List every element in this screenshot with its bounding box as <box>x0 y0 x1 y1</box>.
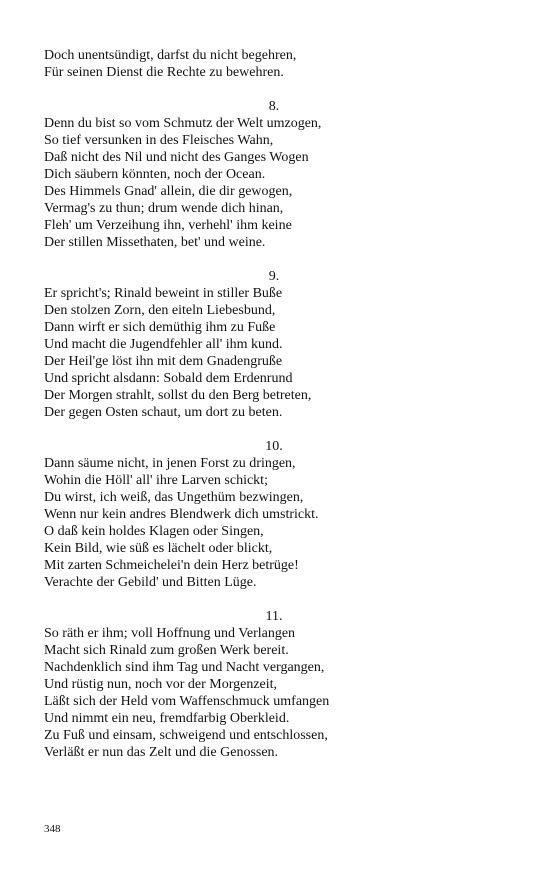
verse-line: Der stillen Missethaten, bet' und weine. <box>44 235 266 250</box>
stanza-number: 9. <box>268 269 280 284</box>
verse-line: Und rüstig nun, noch vor der Morgenzeit, <box>44 677 278 692</box>
verse-line: Wenn nur kein andres Blendwerk dich umstrickt. <box>44 507 319 522</box>
verse-line: Und spricht alsdann: Sobald dem Erdenrund <box>44 371 293 386</box>
verse-line: Dich säubern könnten, noch der Ocean. <box>44 167 266 182</box>
verse-line: Fleh' um Verzeihung ihn, verhehl' ihm keine <box>44 218 292 233</box>
stanza-9 <box>44 268 504 421</box>
verse-line: Denn du bist so vom Schmutz der Welt umzogen, <box>44 116 322 131</box>
verse-line: Mit zarten Schmeichelei'n dein Herz betrüge! <box>44 558 299 573</box>
verse-line: Wohin die Höll' all' ihre Larven schickt; <box>44 473 268 488</box>
verse-line: Verachte der Gebild' und Bitten Lüge. <box>44 575 257 590</box>
verse-line: Er spricht's; Rinald beweint in stiller Buße <box>44 286 283 301</box>
stanza-11 <box>44 608 504 761</box>
page-text <box>44 47 504 761</box>
verse-line: Dann wirft er sich demüthig ihm zu Fuße <box>44 320 276 335</box>
verse-line: Doch unentsündigt, darfst du nicht begehren, <box>44 48 297 63</box>
verse-line: Daß nicht des Nil und nicht des Ganges Wogen <box>44 150 309 165</box>
verse-line: Für seinen Dienst die Rechte zu bewehren. <box>44 65 284 80</box>
verse-line: Des Himmels Gnad' allein, die dir gewogen, <box>44 184 293 199</box>
intro-lines <box>44 47 504 81</box>
stanza-10 <box>44 438 504 591</box>
verse-line: Macht sich Rinald zum großen Werk bereit. <box>44 643 289 658</box>
verse-line: Den stolzen Zorn, den eiteln Liebesbund, <box>44 303 276 318</box>
page-number: 348 <box>44 823 61 835</box>
verse-line: Läßt sich der Held vom Waffenschmuck umfangen <box>44 694 330 709</box>
verse-line: So räth er ihm; voll Hoffnung und Verlangen <box>44 626 296 641</box>
verse-line: Und macht die Jugendfehler all' ihm kund. <box>44 337 283 352</box>
stanza-number: 11. <box>265 609 283 624</box>
verse-line: Zu Fuß und einsam, schweigend und entschlossen, <box>44 728 328 743</box>
verse-line: Vermag's zu thun; drum wende dich hinan, <box>44 201 284 216</box>
verse-line: Und nimmt ein neu, fremdfarbig Oberkleid. <box>44 711 290 726</box>
verse-line: Du wirst, ich weiß, das Ungethüm bezwingen, <box>44 490 304 505</box>
verse-line: Kein Bild, wie süß es lächelt oder blickt, <box>44 541 273 556</box>
verse-line: So tief versunken in des Fleisches Wahn, <box>44 133 274 148</box>
verse-line: O daß kein holdes Klagen oder Singen, <box>44 524 264 539</box>
stanza-number: 10. <box>265 439 283 454</box>
verse-line: Der Heil'ge löst ihn mit dem Gnadengruße <box>44 354 283 369</box>
verse-line: Der Morgen strahlt, sollst du den Berg betreten, <box>44 388 312 403</box>
verse-line: Der gegen Osten schaut, um dort zu beten. <box>44 405 283 420</box>
stanza-number: 8. <box>268 99 280 114</box>
verse-line: Verläßt er nun das Zelt und die Genossen. <box>44 745 279 760</box>
verse-line: Dann säume nicht, in jenen Forst zu dringen, <box>44 456 296 471</box>
stanza-8 <box>44 98 504 251</box>
verse-line: Nachdenklich sind ihm Tag und Nacht vergangen, <box>44 660 325 675</box>
